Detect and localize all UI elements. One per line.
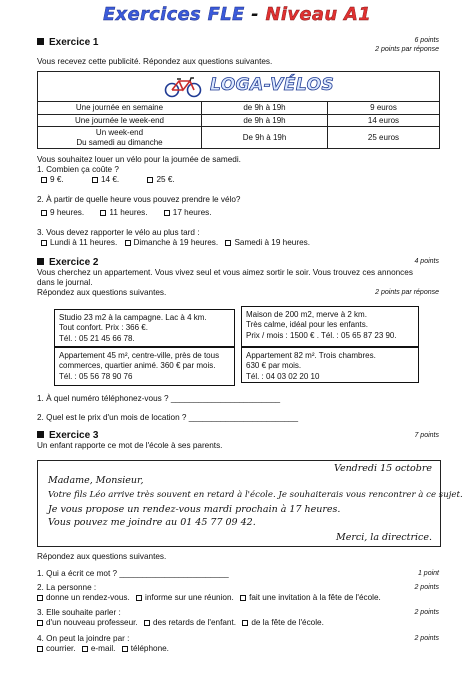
ex3-q1: 1. Qui a écrit ce mot ? ________________________ <box>37 569 229 578</box>
ex3-intro: Un enfant rapporte ce mot de l'école à ses parents. <box>37 441 223 450</box>
square-bullet-icon <box>37 431 44 438</box>
ex3-q3-options: d'un nouveau professeur. des retards de l'enfant. de la fête de l'école. <box>37 618 324 628</box>
ex3-q3-points: 2 points <box>414 609 439 616</box>
ex2-points-per: 2 points par réponse <box>375 289 439 296</box>
checkbox[interactable] <box>240 595 246 601</box>
checkbox[interactable] <box>37 646 43 652</box>
ex1-context: Vous souhaitez louer un vélo pour la journée de samedi. <box>37 155 241 164</box>
ad-house: Maison de 200 m2, merve à 2 km. Très calme, idéal pour les enfants. Prix / mois : 1500 € . Tél. : 05 65 87 23 90. <box>241 306 419 347</box>
ex1-points: 6 points <box>414 37 439 44</box>
square-bullet-icon <box>37 258 44 265</box>
ex1-q2: 2. À partir de quelle heure vous pouvez prendre le vélo? <box>37 195 241 204</box>
ex3-q2-points: 2 points <box>414 584 439 591</box>
ex1-q3: 3. Vous devez rapporter le vélo au plus tard : <box>37 228 200 237</box>
checkbox[interactable] <box>41 210 47 216</box>
brand-logo: LOGA-VÉLOS <box>210 75 335 95</box>
exercise-1-heading: Exercice 1 <box>37 37 99 49</box>
ex1-q1: 1. Combien ça coûte ? <box>37 165 119 174</box>
table-row <box>38 114 440 127</box>
row-hours: de 9h à 19h <box>202 102 328 115</box>
ex2-points: 4 points <box>414 258 439 265</box>
letter-date: Vendredi 15 octobre <box>333 463 432 474</box>
row-price: 14 euros <box>328 114 440 127</box>
banner-cell <box>38 72 440 102</box>
table-row <box>38 127 440 149</box>
letter-greeting: Madame, Monsieur, <box>48 475 144 486</box>
title-part1: Exercices FLE <box>102 4 245 25</box>
ex3-q4-points: 2 points <box>414 635 439 642</box>
checkbox[interactable] <box>122 646 128 652</box>
ex2-q2: 2. Quel est le prix d'un mois de location ? ________________________ <box>37 413 299 422</box>
ex3-q4-options: courrier. e-mail. téléphone. <box>37 644 169 654</box>
ex1-points-per: 2 points par réponse <box>375 46 439 53</box>
ex2-q1: 1. À quel numéro téléphonez-vous ? ________________________ <box>37 394 281 403</box>
checkbox[interactable] <box>100 210 106 216</box>
exercise-3-heading: Exercice 3 <box>37 430 99 442</box>
letter-line-2: Je vous propose un rendez-vous mardi prochain à 17 heures. <box>48 504 341 515</box>
rental-table <box>37 71 440 149</box>
checkbox[interactable] <box>41 240 47 246</box>
ex3-points: 7 points <box>414 432 439 439</box>
school-letter <box>37 460 463 547</box>
checkbox[interactable] <box>41 177 47 183</box>
ex3-q2-options: donne un rendez-vous. informe sur une réunion. fait une invitation à la fête de l'école. <box>37 593 381 603</box>
ad-studio: Studio 23 m2 à la campagne. Lac à 4 km. Tout confort. Prix : 366 €. Tél. : 05 21 45 66 78. <box>54 309 235 347</box>
ex2-intro-2: dans le journal. <box>37 278 93 287</box>
ex3-instructions: Répondez aux questions suivantes. <box>37 552 167 561</box>
row-label: Un week-end Du samedi au dimanche <box>38 127 202 149</box>
bicycle-icon <box>164 76 202 98</box>
row-price: 9 euros <box>328 102 440 115</box>
ad-apartment-82: Appartement 82 m². Trois chambres. 630 € par mois. Tél. : 04 03 02 20 10 <box>241 347 419 383</box>
row-label: Une journée le week-end <box>38 114 202 127</box>
row-label: Une journée en semaine <box>38 102 202 115</box>
title-sep: - <box>244 4 266 25</box>
checkbox[interactable] <box>144 620 150 626</box>
checkbox[interactable] <box>242 620 248 626</box>
checkbox[interactable] <box>92 177 98 183</box>
checkbox[interactable] <box>164 210 170 216</box>
row-hours: De 9h à 19h <box>202 127 328 149</box>
checkbox[interactable] <box>225 240 231 246</box>
ad-apartment-45: Appartement 45 m², centre-ville, près de tous commerces, quartier animé. 360 € par mois. Tél. : 05 56 78 90 76 <box>54 347 235 386</box>
page-title <box>0 4 474 26</box>
ex3-q1-points: 1 point <box>417 570 439 577</box>
ex1-q1-options: 9 €. 14 €. 25 €. <box>41 175 175 185</box>
checkbox[interactable] <box>82 646 88 652</box>
exercise-2-heading: Exercice 2 <box>37 257 99 269</box>
checkbox[interactable] <box>136 595 142 601</box>
row-price: 25 euros <box>328 127 440 149</box>
checkbox[interactable] <box>37 595 43 601</box>
table-row <box>38 102 440 115</box>
ex1-q3-options: Lundi à 11 heures. Dimanche à 19 heures. Samedi à 19 heures. <box>41 238 310 248</box>
checkbox[interactable] <box>125 240 131 246</box>
letter-line-1: Votre fils Léo arrive très souvent en retard à l'école. Je souhaiterais vous rencontrer à ce sujet. <box>48 490 463 500</box>
checkbox[interactable] <box>147 177 153 183</box>
ex2-intro-1: Vous cherchez un appartement. Vous vivez seul et vous aimez sortir le soir. Vous trouvez ces annonces <box>37 268 413 277</box>
ex3-q3: 3. Elle souhaite parler : <box>37 608 121 617</box>
letter-signature: Merci, la directrice. <box>336 532 432 543</box>
title-part2: Niveau A1 <box>265 4 372 25</box>
ex1-q2-options: 9 heures. 11 heures. 17 heures. <box>41 208 212 218</box>
ex1-intro: Vous recevez cette publicité. Répondez aux questions suivantes. <box>37 57 273 66</box>
square-bullet-icon <box>37 38 44 45</box>
letter-line-3: Vous pouvez me joindre au 01 45 77 09 42. <box>48 517 256 528</box>
ex3-q2: 2. La personne : <box>37 583 97 592</box>
ex2-intro-3: Répondez aux questions suivantes. <box>37 288 167 297</box>
ex3-q4: 4. On peut la joindre par : <box>37 634 130 643</box>
row-hours: de 9h à 19h <box>202 114 328 127</box>
checkbox[interactable] <box>37 620 43 626</box>
